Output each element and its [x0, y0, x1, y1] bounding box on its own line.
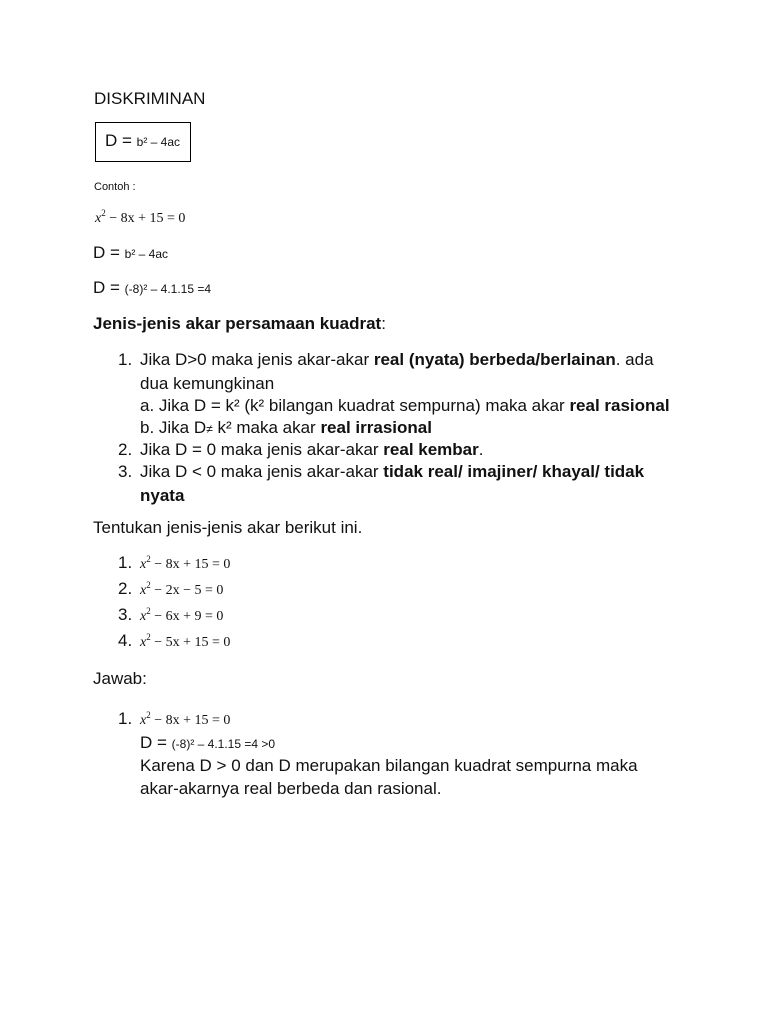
- answer-1-line2: akar-akarnya real berbeda dan rasional.: [140, 779, 442, 798]
- exercise-2: 2. $x^2 - 2x - 5 = 0$: [118, 579, 224, 598]
- list-item-3: 3. Jika D < 0 maka jenis akar-akar tidak real/ imajiner/ khayal/ tidak: [118, 462, 645, 481]
- jawab-heading: Jawab:: [93, 669, 147, 688]
- list-item-1-cont: dua kemungkinan: [140, 374, 275, 393]
- exercise-3: 3. $x^2 - 6x + 9 = 0$: [118, 605, 224, 624]
- example-equation: $x^2 - 8x + 15 = 0$: [95, 208, 186, 226]
- answer-1-line1: Karena D > 0 dan D merupakan bilangan kuadrat sempurna maka: [140, 756, 638, 775]
- list-item-3-cont: nyata: [140, 486, 185, 505]
- list-item-1a: a. Jika D = k² (k² bilangan kuadrat sempurna) maka akar real rasional: [140, 396, 670, 415]
- list-item-2: 2. Jika D = 0 maka jenis akar-akar real kembar.: [118, 440, 484, 459]
- answer-1-d-line: D = (-8)² – 4.1.15 =4 >0: [140, 733, 276, 752]
- formula-d: D =: [105, 131, 137, 150]
- list-item-1: 1. Jika D>0 maka jenis akar-akar real (nyata) berbeda/berlainan. ada: [118, 350, 654, 369]
- exercise-1: 1. $x^2 - 8x + 15 = 0$: [118, 553, 231, 572]
- exercise-4: 4. $x^2 - 5x + 15 = 0$: [118, 631, 231, 650]
- list-item-1b: b. Jika D≠ k² maka akar real irrasional: [140, 418, 432, 437]
- example-d-line1: D = b² – 4ac: [93, 243, 169, 262]
- jenis-heading: Jenis-jenis akar persamaan kuadrat:: [93, 314, 386, 333]
- heading: DISKRIMINAN: [94, 89, 206, 108]
- answer-1-equation: 1. $x^2 - 8x + 15 = 0$: [118, 709, 231, 728]
- formula-box-content: [105, 131, 180, 151]
- tentukan-text: Tentukan jenis-jenis akar berikut ini.: [93, 518, 363, 537]
- formula-expr: b² – 4ac: [136, 135, 181, 149]
- contoh-label: Contoh :: [94, 181, 136, 193]
- example-d-line2: D = (-8)² – 4.1.15 =4: [93, 278, 212, 297]
